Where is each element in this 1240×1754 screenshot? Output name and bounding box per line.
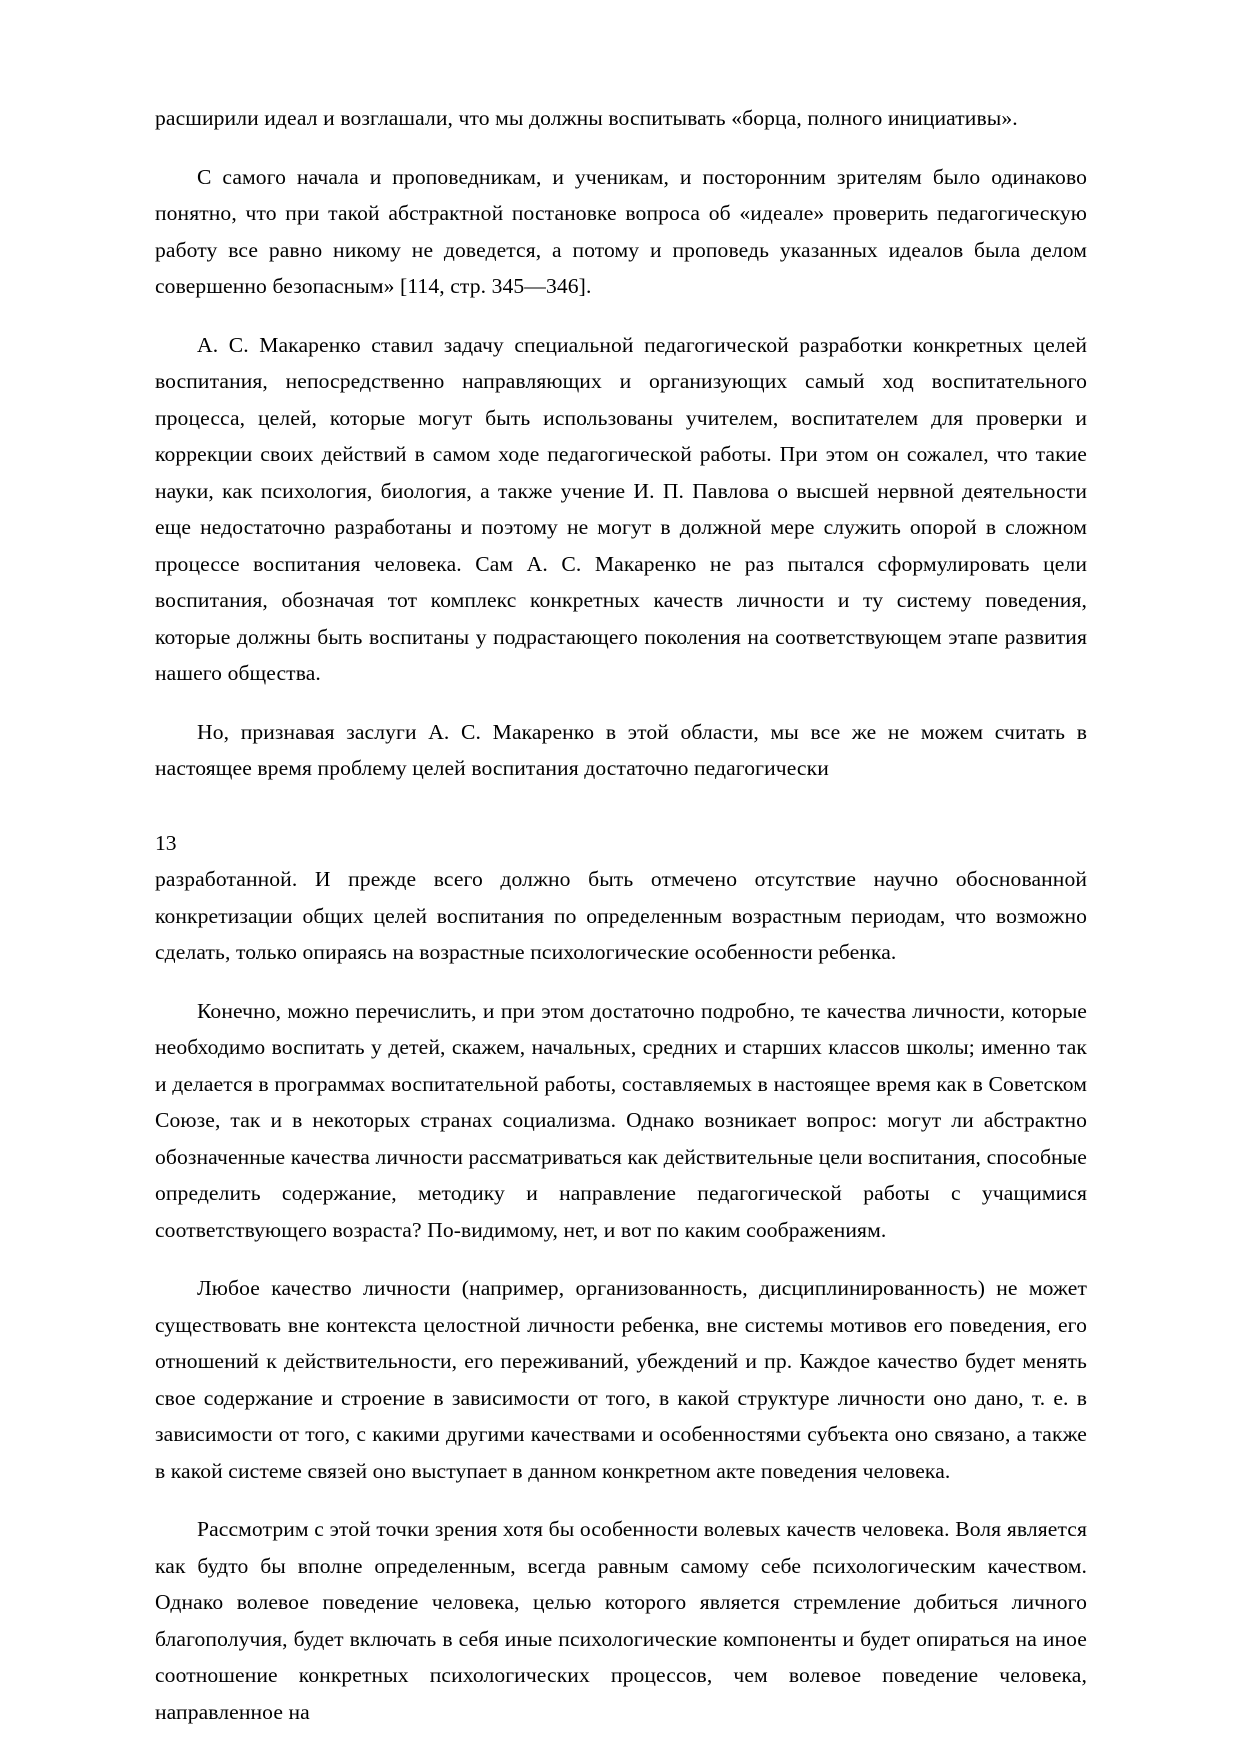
page-body-text [155,100,1087,1730]
paragraph-4: Но, признавая заслуги А. С. Макаренко в этой области, мы все же не можем считать в настоящее время проблему целей воспитания достаточно педагогически [155,719,1087,780]
paragraph-1: расширили идеал и возглашали, что мы должны воспитывать «борца, полного инициативы». [155,106,1018,130]
page-number: 13 [155,830,177,855]
paragraph-5: разработанной. И прежде всего должно быть отмечено отсутствие научно обоснованной конкретизации общих целей воспитания по определенным возрастным периодам, что возможно сделать, только опираясь на возрастные психологические особенности ребенка. [155,867,1087,964]
paragraph-3: А. С. Макаренко ставил задачу специальной педагогической разработки конкретных целей воспитания, непосредственно направляющих и организующих самый ход воспитательного процесса, целей, которые могут быть использованы учителем, воспитателем для проверки и коррекции своих действий в самом ходе педагогической работы. При этом он сожалел, что такие науки, как психология, биология, а также учение И. П. Павлова о высшей нервной деятельности еще недостаточно разработаны и поэтому не могут в должной мере служить опорой в сложном процессе воспитания человека. Сам А. С. Макаренко не раз пытался сформулировать цели воспитания, обозначая тот комплекс конкретных качеств личности и ту систему поведения, которые должны быть воспитаны у подрастающего поколения на соответствующем этапе развития нашего общества. [155,332,1087,685]
paragraph-2: С самого начала и проповедникам, и ученикам, и посторонним зрителям было одинаково понятно, что при такой абстрактной постановке вопроса об «идеале» проверить педагогическую работу все равно никому не доведется, а потому и проповедь указанных идеалов была делом совершенно безопасным» [114, стр. 345—346]. [155,164,1087,298]
paragraph-8: Рассмотрим с этой точки зрения хотя бы особенности волевых качеств человека. Воля является как будто бы вполне определенным, всегда равным самому себе психологическим качеством. Однако волевое поведение человека, целью которого является стремление добиться личного благополучия, будет включать в себя иные психологические компоненты и будет опираться на иное соотношение конкретных психологических процессов, чем волевое поведение человека, направленное на [155,1517,1087,1724]
paragraph-6: Конечно, можно перечислить, и при этом достаточно подробно, те качества личности, которые необходимо воспитать у детей, скажем, начальных, средних и старших классов школы; именно так и делается в программах воспитательной работы, составляемых в настоящее время как в Советском Союзе, так и в некоторых странах социализма. Однако возникает вопрос: могут ли абстрактно обозначенные качества личности рассматриваться как действительные цели воспитания, способные определить содержание, методику и направление педагогической работы с учащимися соответствующего возраста? По-видимому, нет, и вот по каким соображениям. [155,998,1087,1242]
paragraph-7: Любое качество личности (например, организованность, дисциплинированность) не может существовать вне контекста целостной личности ребенка, вне системы мотивов его поведения, его отношений к действительности, его переживаний, убеждений и пр. Каждое качество будет менять свое содержание и строение в зависимости от того, в какой структуре личности оно дано, т. е. в зависимости от того, с какими другими качествами и особенностями субъекта оно связано, а также в какой системе связей оно выступает в данном конкретном акте поведения человека. [155,1276,1087,1483]
